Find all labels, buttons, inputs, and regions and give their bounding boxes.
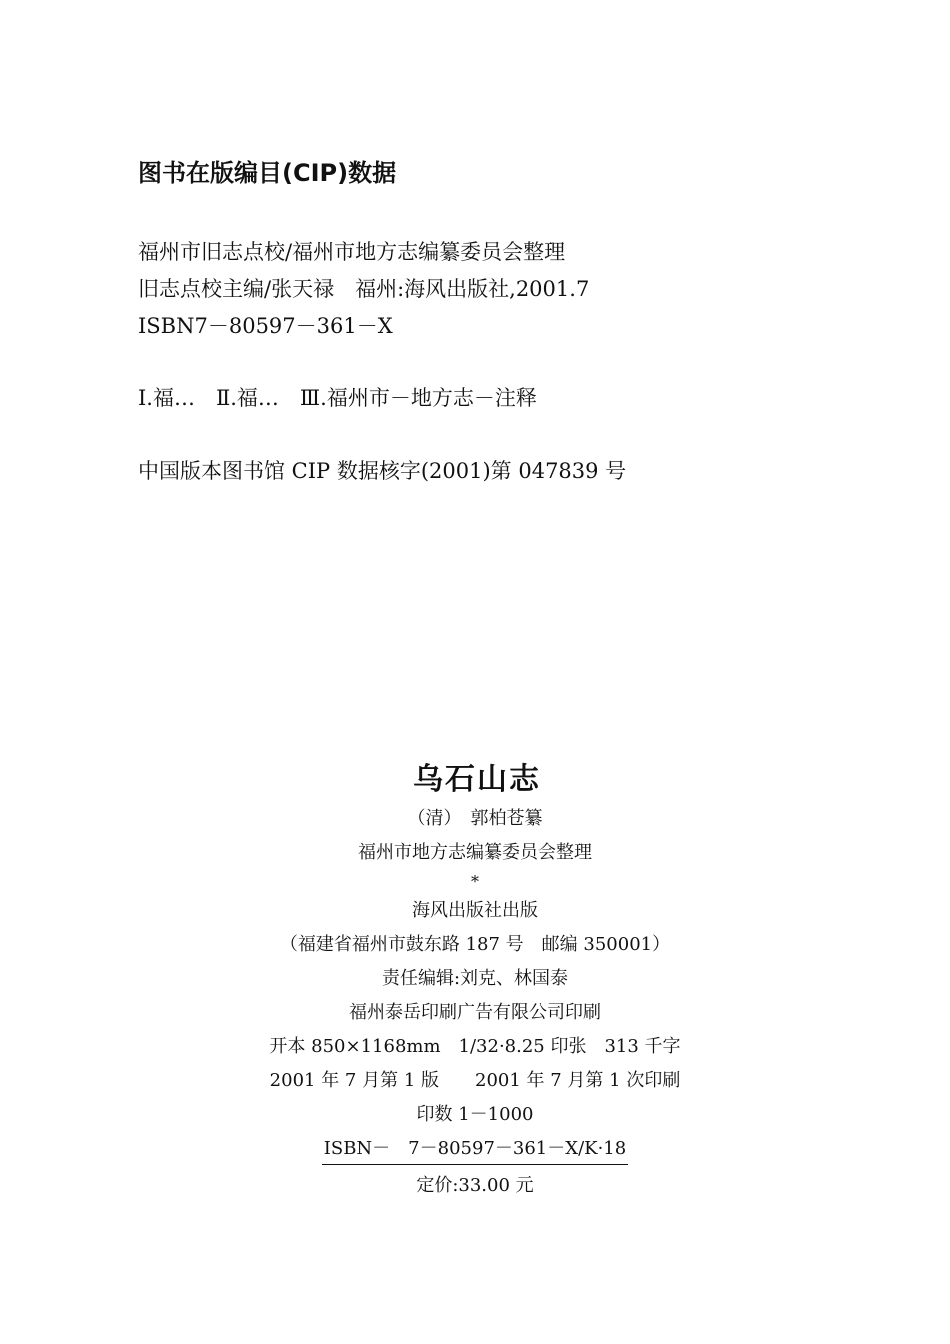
cip-subjects-line: Ⅰ.福… Ⅱ.福… Ⅲ.福州市－地方志－注释 [138,386,537,410]
print-run-line: 印数 1－1000 [416,1104,534,1125]
cip-check-number-line: 中国版本图书馆 CIP 数据核字(2001)第 047839 号 [138,459,627,483]
cip-heading: 图书在版编目(CIP)数据 [138,159,397,187]
separator-asterisk: * [471,872,479,891]
cip-record [138,234,838,490]
format-line: 开本 850×1168mm 1/32·8.25 印张 313 千字 [269,1036,681,1057]
colophon-block [0,758,950,1203]
printer-line: 福州泰岳印刷广告有限公司印刷 [349,1002,601,1023]
book-title: 乌石山志 [413,762,541,797]
edition-line: 2001 年 7 月第 1 版 2001 年 7 月第 1 次印刷 [269,1070,681,1091]
price-line: 定价:33.00 元 [416,1175,534,1196]
publisher-line: 海风出版社出版 [412,900,538,921]
cip-data-block [138,156,838,490]
isbn-line-wrapper [0,1132,950,1169]
isbn-line: ISBN－ 7－80597－361－X/K·18 [322,1134,628,1165]
author-line: （清） 郭柏苍纂 [407,808,543,829]
responsible-editors-line: 责任编辑:刘克、林国泰 [381,968,569,989]
cip-isbn-line: ISBN7－80597－361－X [138,314,393,338]
compiler-line: 福州市地方志编纂委员会整理 [358,842,592,863]
cip-series-line: 福州市旧志点校/福州市地方志编纂委员会整理 [138,240,566,264]
cip-editor-publisher-line: 旧志点校主编/张天禄 福州:海风出版社,2001.7 [138,277,590,301]
publisher-address-line: （福建省福州市鼓东路 187 号 邮编 350001） [279,934,671,955]
